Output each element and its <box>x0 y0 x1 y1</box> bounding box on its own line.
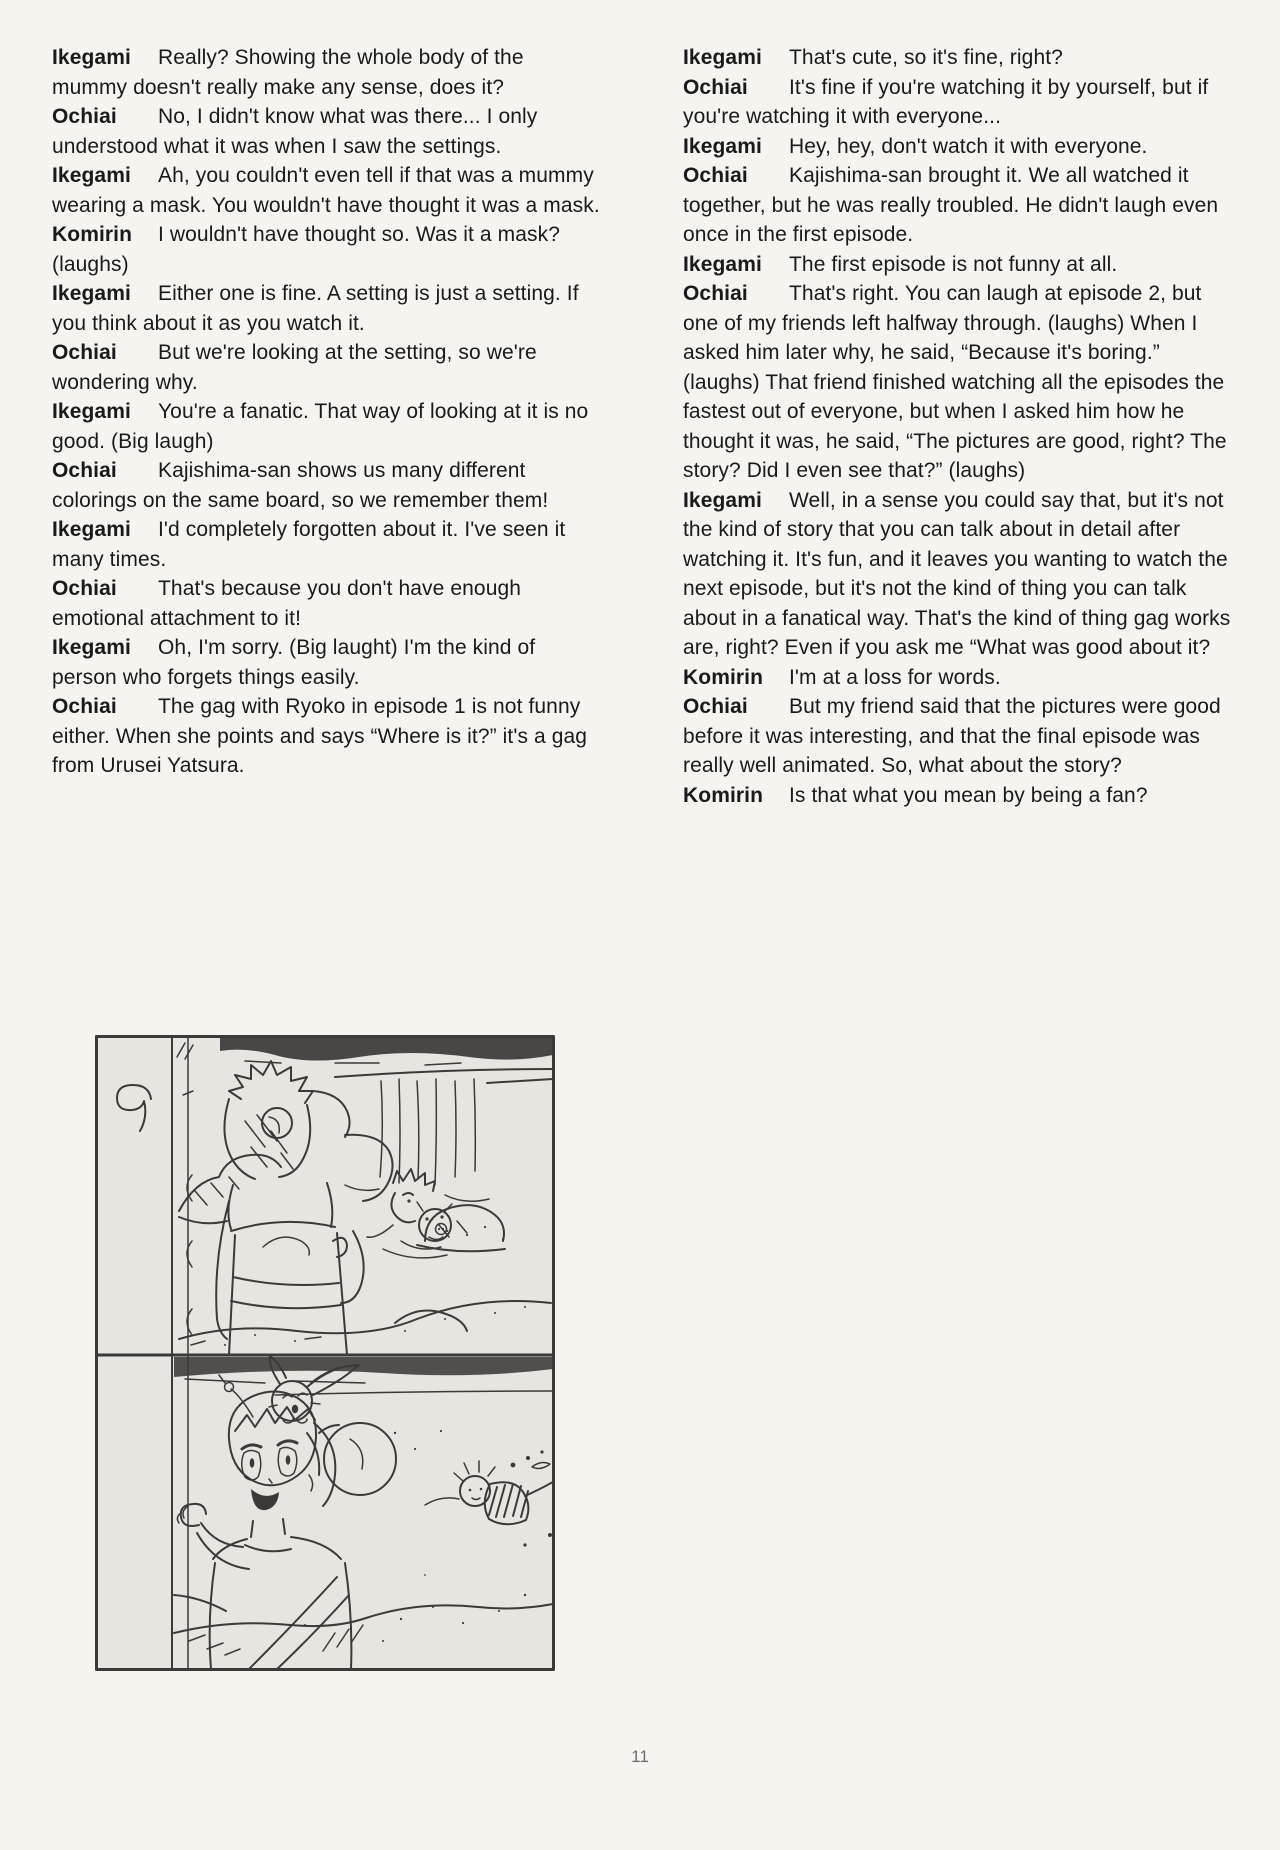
dialogue-line <box>52 220 602 279</box>
right-column <box>683 43 1233 810</box>
page-number: 11 <box>631 1747 649 1766</box>
dialogue-line <box>52 633 602 692</box>
speech-text: Hey, hey, don't watch it with everyone. <box>789 134 1148 158</box>
speech-text: No, I didn't know what was there... I only understood what it was when I saw the settings. <box>52 105 538 158</box>
speech-text: That's because you don't have enough emotional attachment to it! <box>52 577 522 630</box>
speaker-name: Ikegami <box>52 518 131 541</box>
speech-text: It's fine if you're watching it by yourself, but if you're watching it with everyone... <box>683 75 1209 128</box>
dialogue-line <box>52 397 602 456</box>
speaker-name: Ochiai <box>683 164 748 187</box>
dialogue-line <box>52 574 602 633</box>
speaker-name: Ikegami <box>52 46 131 69</box>
speaker-name: Ikegami <box>52 400 131 423</box>
dialogue-line <box>52 515 602 574</box>
speech-text: Kajishima-san shows us many different colorings on the same board, so we remember them! <box>52 459 549 512</box>
speaker-name: Ochiai <box>52 459 117 482</box>
speaker-name: Ochiai <box>683 282 748 305</box>
speech-text: I wouldn't have thought so. Was it a mask? (laughs) <box>52 223 560 276</box>
speaker-name: Komirin <box>683 665 764 689</box>
dialogue-line <box>52 279 602 338</box>
speaker-name: Ikegami <box>52 282 131 305</box>
speaker-name: Komirin <box>683 783 764 807</box>
dialogue-line <box>683 663 1233 693</box>
speech-text: But my friend said that the pictures were good before it was interesting, and that the final episode was really well animated. So, what about the story? <box>683 695 1221 777</box>
speaker-name: Ochiai <box>52 341 117 364</box>
speech-text: But we're looking at the setting, so we're wondering why. <box>52 341 537 394</box>
left-column <box>52 43 602 781</box>
speaker-name: Ikegami <box>683 134 762 158</box>
speech-text: I'm at a loss for words. <box>789 665 1001 689</box>
dialogue-line <box>683 692 1233 781</box>
speech-text: The first episode is not funny at all. <box>789 252 1118 276</box>
speaker-name: Ikegami <box>683 488 762 512</box>
speech-text: You're a fanatic. That way of looking at it is no good. (Big laugh) <box>52 400 589 453</box>
speech-text: The gag with Ryoko in episode 1 is not funny either. When she points and says “Where is it?” it's a gag from Urusei Yatsura. <box>52 695 588 777</box>
speaker-name: Ikegami <box>683 252 762 276</box>
dialogue-line <box>52 456 602 515</box>
speech-text: Well, in a sense you could say that, but it's not the kind of story that you can talk about in detail after watching it. It's fun, and it leaves you wanting to watch the next episode, but it's not the kind of thing you can talk about in a fanatical way. That's the kind of thing gag works are, right? Even if you ask me “What was good about it? <box>683 488 1231 659</box>
speech-text: That's cute, so it's fine, right? <box>789 46 1063 69</box>
speech-text: Really? Showing the whole body of the mummy doesn't really make any sense, does it? <box>52 46 524 99</box>
speech-text: Ah, you couldn't even tell if that was a mummy wearing a mask. You wouldn't have thought it was a mask. <box>52 164 600 217</box>
dialogue-line <box>52 692 602 781</box>
speech-text: Oh, I'm sorry. (Big laught) I'm the kind of person who forgets things easily. <box>52 636 536 689</box>
speech-text: Either one is fine. A setting is just a setting. If you think about it as you watch it. <box>52 282 579 335</box>
speaker-name: Ikegami <box>52 636 131 659</box>
storyboard-sketch <box>95 1035 555 1671</box>
speaker-name: Ochiai <box>52 577 117 600</box>
dialogue-line <box>52 161 602 220</box>
dialogue-line <box>683 279 1233 486</box>
speaker-name: Ochiai <box>52 105 117 128</box>
dialogue-line <box>683 43 1233 73</box>
speech-text: Is that what you mean by being a fan? <box>789 783 1148 807</box>
dialogue-line <box>683 73 1233 132</box>
dialogue-line <box>683 161 1233 250</box>
speech-text: I'd completely forgotten about it. I've seen it many times. <box>52 518 566 571</box>
dialogue-line <box>683 250 1233 280</box>
speaker-name: Ochiai <box>52 695 117 718</box>
speaker-name: Komirin <box>52 223 133 246</box>
speech-text: That's right. You can laugh at episode 2, but one of my friends left halfway through. (laughs) When I asked him later why, he said, “Because it's boring.” (laughs) That friend finished watching all the episodes the fastest out of everyone, but when I asked him how he thought it was, he said, “The pictures are good, right? The story? Did I even see that?” (laughs) <box>683 282 1227 482</box>
speaker-name: Ikegami <box>52 164 131 187</box>
dialogue-line <box>52 102 602 161</box>
storyboard-sketch-figure <box>95 1035 555 1671</box>
dialogue-line <box>683 132 1233 162</box>
dialogue-line <box>683 486 1233 663</box>
speaker-name: Ochiai <box>683 75 748 99</box>
dialogue-line <box>683 781 1233 811</box>
speaker-name: Ochiai <box>683 695 748 718</box>
speech-text: Kajishima-san brought it. We all watched it together, but he was really troubled. He didn't laugh even once in the first episode. <box>683 164 1219 246</box>
dialogue-line <box>52 43 602 102</box>
speaker-name: Ikegami <box>683 46 762 69</box>
dialogue-line <box>52 338 602 397</box>
